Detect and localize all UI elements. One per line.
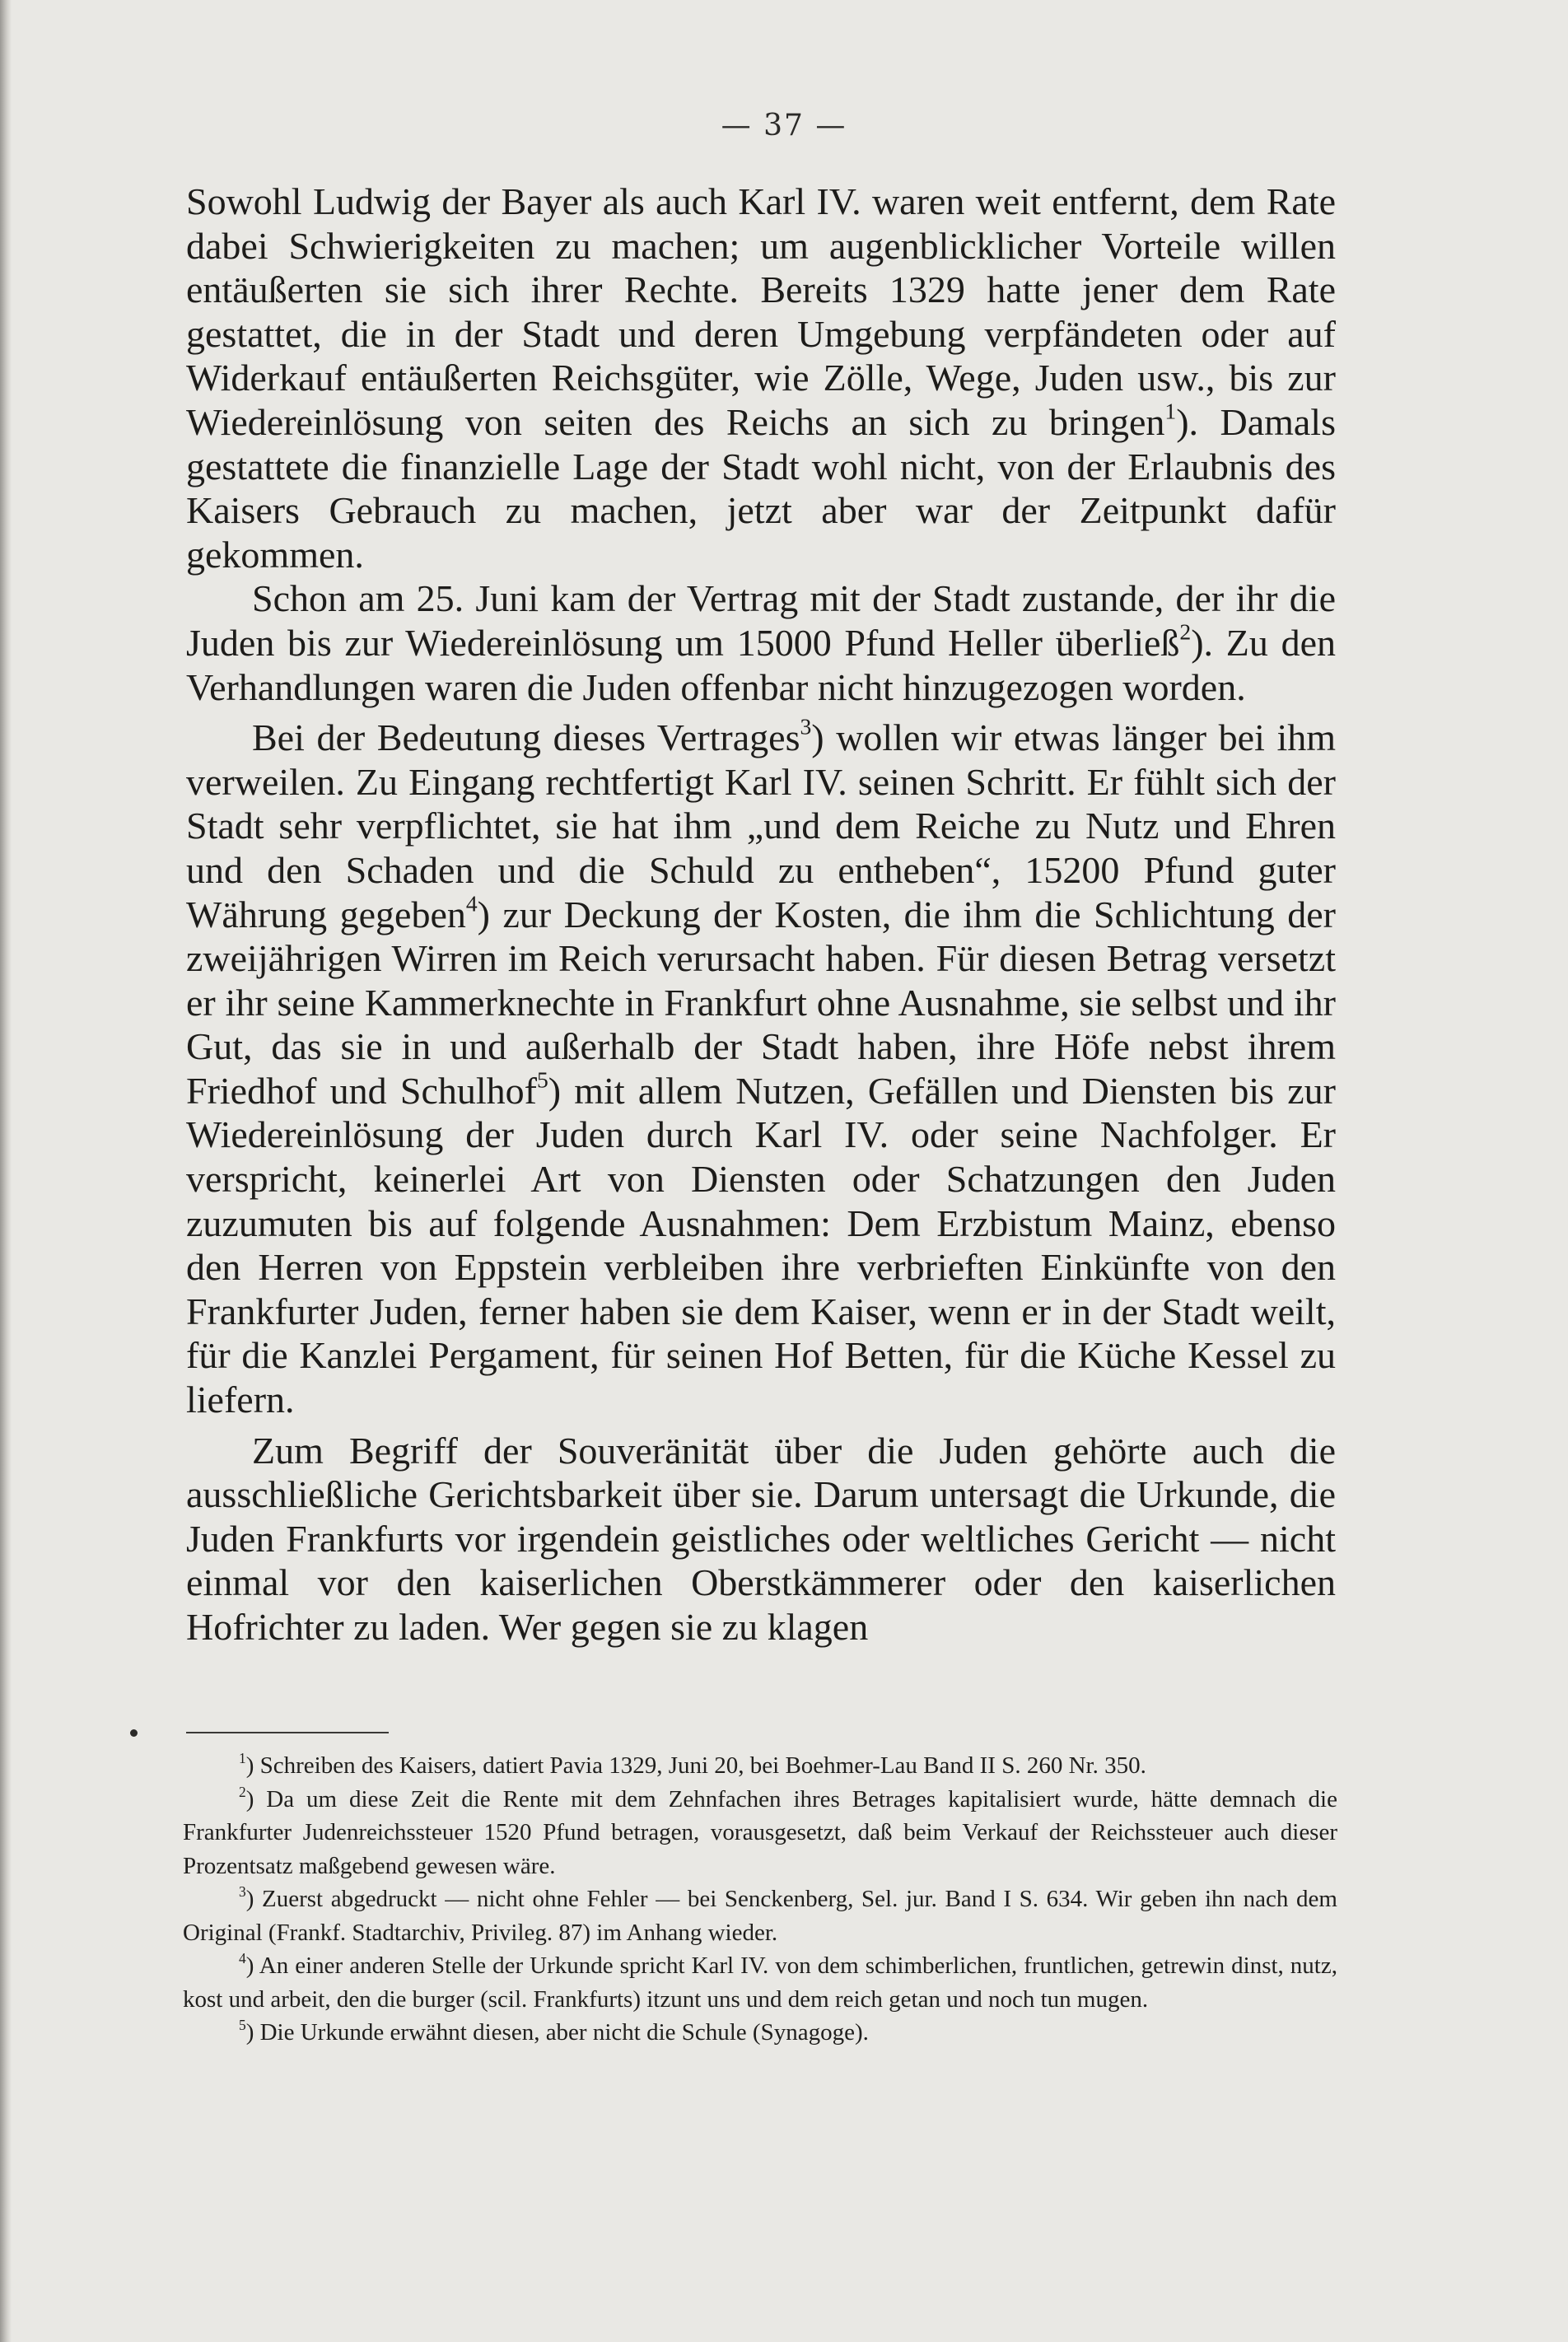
footnote-mark: 4 [239,1949,246,1966]
footnote-5: $^5$) Die Urkunde erwähnt diesen, aber nicht die Schule (Synagoge). [239,2016,869,2046]
footnotes [183,1749,1337,2050]
paragraph-2: Schon am 25. Juni kam der Vertrag mit der Stadt zustande, der ihr die Juden bis zur Wiedereinlösung um 15000 Pfund Heller überließ$^2$). Zu den Verhandlungen waren die Juden offenbar nicht hinzugezogen worden. [186,577,1336,708]
footnote-4: $^4$) An einer anderen Stelle der Urkunde spricht Karl IV. von dem schimberlichen, fruntlichen, getrewin dinst, nutz, kost und arbeit, den die burger (scil. Frankfurts) itzunt uns und dem reich getan und noch tun mugen. [183,1949,1337,2013]
footnote-3: $^3$) Zuerst abgedruckt — nicht ohne Fehler — bei Senckenberg, Sel. jur. Band I S. 634. Wir geben ihn nach dem Original (Frankf. Stadtarchiv, Privileg. 87) im Anhang wieder. [183,1882,1337,1946]
footnote-mark: 5 [239,2016,246,2033]
paragraph-3: Bei der Bedeutung dieses Vertrages$^3$) wollen wir etwas länger bei ihm verweilen. Zu Eingang rechtfertigt Karl IV. seinen Schritt. Er fühlt sich der Stadt sehr verpflichtet, sie hat ihm „und dem Reiche zu Nutz und Ehren und den Schaden und die Schuld zu entheben“, 15200 Pfund guter Währung gegeben$^4$) zur Deckung der Kosten, die ihm die Schlichtung der zweijährigen Wirren im Reich verursacht haben. Für diesen Betrag versetzt er ihr seine Kammerknechte in Frankfurt ohne Ausnahme, sie selbst und ihr Gut, das sie in und außerhalb der Stadt haben, ihre Höfe nebst ihrem Friedhof und Schulhof$^5$) mit allem Nutzen, Gefällen und Diensten bis zur Wiedereinlösung der Juden durch Karl IV. oder seine Nachfolger. Er verspricht, keinerlei Art von Diensten oder Schatzungen den Juden zuzumuten bis auf folgende Ausnahmen: Dem Erzbistum Mainz, ebenso den Herren von Eppstein verbleiben ihre verbrieften Einkünfte von den Frankfurter Juden, ferner haben sie dem Kaiser, wenn er in der Stadt weilt, für die Kanzlei Pergament, für seinen Hof Betten, für die Küche Kessel zu liefern. [186,713,1337,1421]
footnote-mark: 2 [239,1783,246,1800]
footnote-ref-3: 3 [800,713,812,739]
paragraph-1: Sowohl Ludwig der Bayer als auch Karl IV. waren weit entfernt, dem Rate dabei Schwierigkeiten zu machen; um augenblicklicher Vorteile willen entäußerten sie sich ihrer Rechte. Bereits 1329 hatte jener dem Rate gestattet, die in der Stadt und deren Umgebung verpfändeten oder auf Widerkauf entäußerten Reichsgüter, wie Zölle, Wege, Juden usw., bis zur Wiedereinlösung von seiten des Reichs an sich zu bringen$^1$). Damals gestattete die finanzielle Lage der Stadt wohl nicht, von der Erlaubnis des Kaisers Gebrauch zu machen, jetzt aber war der Zeitpunkt dafür gekommen. [186,180,1336,576]
footnote-mark: 3 [239,1882,246,1900]
footnote-ref-1: 1 [1164,398,1177,424]
footnote-ref-5: 5 [536,1066,548,1093]
page-number: — 37 — [721,109,847,142]
footnote-1: $^1$) Schreiben des Kaisers, datiert Pavia 1329, Juni 20, bei Boehmer-Lau Band II S. 260 Nr. 350. [239,1749,1146,1779]
footnote-separator [186,1732,389,1733]
footnote-ref-2: 2 [1179,618,1192,645]
footnote-ref-4: 4 [465,890,478,917]
footnote-mark: 1 [239,1749,246,1766]
footnote-2: $^2$) Da um diese Zeit die Rente mit dem Zehnfachen ihres Betrages kapitalisiert wurde, hätte demnach die Frankfurter Judenreichssteuer 1520 Pfund betragen, vorausgesetzt, daß beim Verkauf der Reichssteuer auch dieser Prozentsatz maßgebend gewesen wäre. [183,1783,1337,1879]
paragraph-4: Zum Begriff der Souveränität über die Juden gehörte auch die ausschließliche Gerichtsbarkeit über sie. Darum untersagt die Urkunde, die Juden Frankfurts vor irgendein geistliches oder weltliches Gericht — nicht einmal vor den kaiserlichen Oberstkämmerer oder den kaiserlichen Hofrichter zu laden. Wer gegen sie zu klagen [186,1429,1336,1648]
margin-dot [130,1729,138,1737]
page-edge-shadow [0,0,12,2342]
main-text [186,180,1336,1649]
